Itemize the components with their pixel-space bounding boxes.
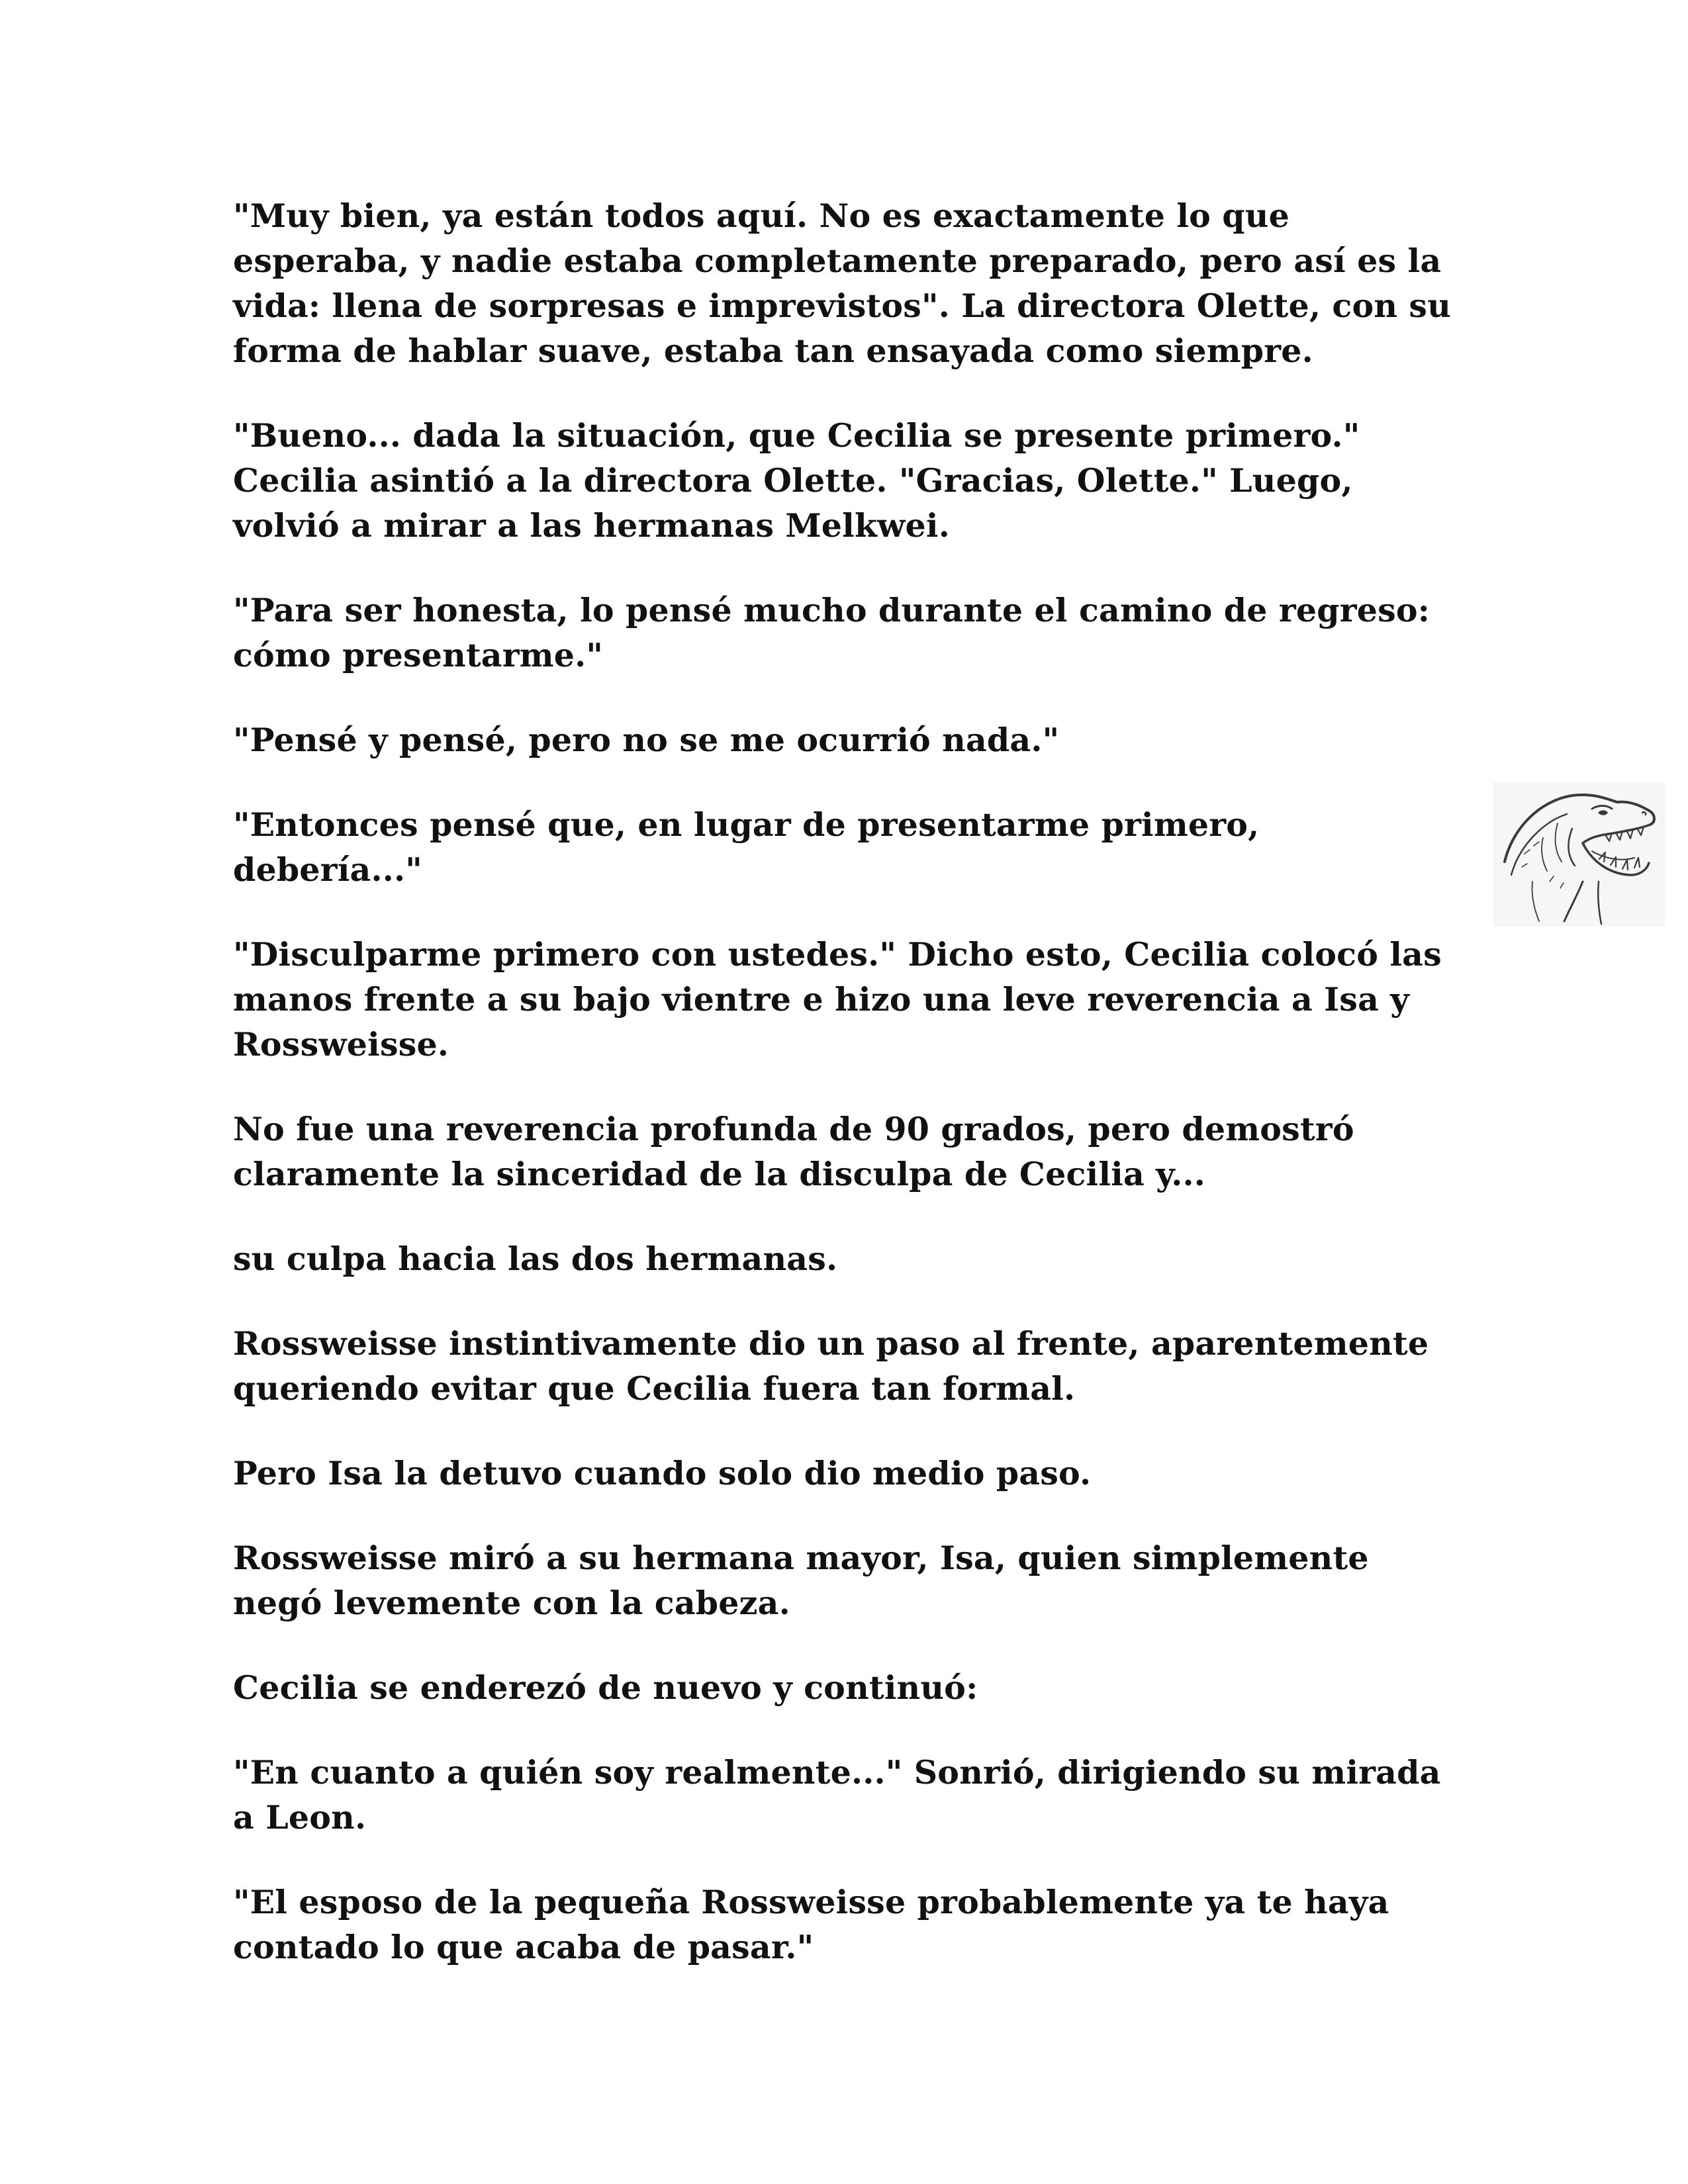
paragraph-12: Cecilia se enderezó de nuevo y continuó: — [233, 1668, 978, 1707]
paragraph-7: No fue una reverencia profunda de 90 grados, pero demostró claramente la sinceridad de la disculpa de Cecilia y... — [233, 1110, 1354, 1193]
paragraph-2: "Bueno... dada la situación, que Cecilia se presente primero." Cecilia asintió a la directora Olette. "Gracias, Olette." Luego, volvió a mirar a las hermanas Melkwei. — [233, 416, 1360, 545]
paragraph-11: Rossweisse miró a su hermana mayor, Isa, quien simplemente negó levemente con la cabeza. — [233, 1539, 1369, 1622]
paragraph-1: "Muy bien, ya están todos aquí. No es exactamente lo que esperaba, y nadie estaba completamente preparado, pero así es la vida: llena de sorpresas e imprevistos". La directora Olette, con su forma de hablar suave, estaba tan ensayada como siempre. — [233, 197, 1452, 370]
paragraph-8: su culpa hacia las dos hermanas. — [233, 1240, 838, 1278]
paragraph-10: Pero Isa la detuvo cuando solo dio medio paso. — [233, 1454, 1092, 1492]
paragraph-14: "El esposo de la pequeña Rossweisse probablemente ya te haya contado lo que acaba de pasar." — [233, 1883, 1389, 1966]
dinosaur-head-icon — [1493, 782, 1665, 927]
paragraph-6: "Disculparme primero con ustedes." Dicho esto, Cecilia colocó las manos frente a su bajo vientre e hizo una leve reverencia a Isa y Rossweisse. — [233, 935, 1442, 1064]
paragraph-3: "Para ser honesta, lo pensé mucho durante el camino de regreso: cómo presentarme." — [233, 591, 1430, 674]
paragraph-9: Rossweisse instintivamente dio un paso al frente, aparentemente queriendo evitar que Cecilia fuera tan formal. — [233, 1324, 1429, 1408]
paragraph-13: "En cuanto a quién soy realmente..." Sonrió, dirigiendo su mirada a Leon. — [233, 1753, 1441, 1837]
body-text — [233, 193, 1458, 2009]
paragraph-5: "Entonces pensé que, en lugar de presentarme primero, debería..." — [233, 805, 1260, 889]
paragraph-4: "Pensé y pensé, pero no se me ocurrió nada." — [233, 721, 1060, 759]
